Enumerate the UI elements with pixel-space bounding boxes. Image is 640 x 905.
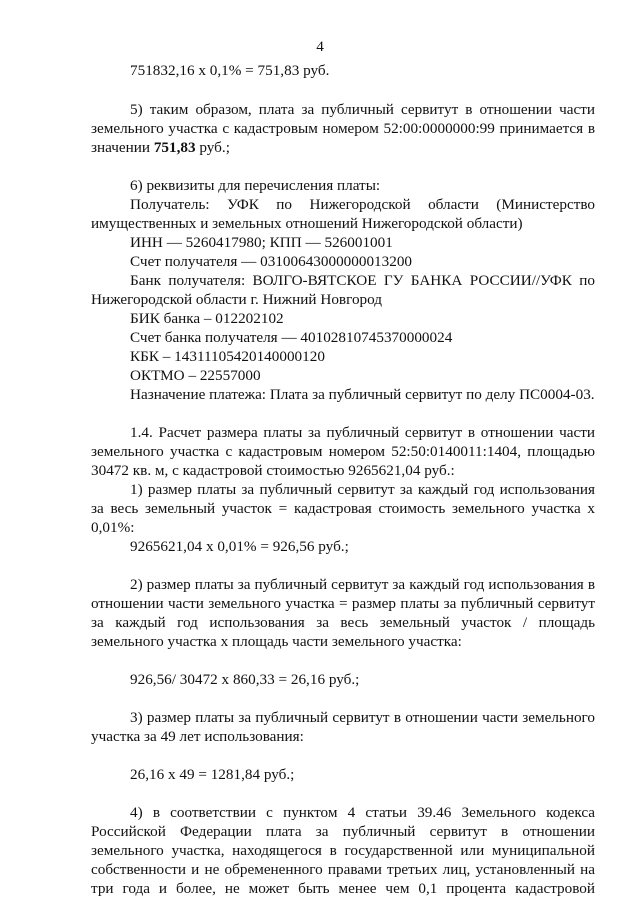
text-line: Получатель: УФК по Нижегородской области (Министерство [130,196,595,213]
text-line: за весь земельный участок = кадастровая стоимость земельного участка х [91,500,595,517]
text-line: 30472 кв. м, с кадастровой стоимостью 9265621,04 руб.: [91,462,455,479]
text-line: Назначение платежа: Плата за публичный сервитут по делу ПС0004-03. [130,386,595,403]
page-number: 4 [316,38,324,55]
text-line: земельного участка с кадастровым номером 52:50:0140011:1404, площадью [91,443,595,460]
text-line: 5) таким образом, плата за публичный сервитут в отношении части [130,101,595,118]
text-line: ОКТМО – 22557000 [130,367,261,384]
text-line: Счет получателя — 03100643000000013200 [130,253,413,270]
text-line: 9265621,04 х 0,01% = 926,56 руб.; [130,538,349,555]
text-line: 1) размер платы за публичный сервитут за каждый год использования [130,481,595,498]
text-line [91,138,595,157]
text-line: 0,01%: [91,519,135,536]
text-line: БИК банка – 012202102 [130,310,284,327]
text-line: Счет банка получателя — 40102810745370000024 [130,329,453,346]
text-line: КБК – 14311105420140000120 [130,348,325,365]
text-line: имущественных и земельных отношений Нижегородской области) [91,215,523,232]
text-line: собственности и не обремененного правами третьих лиц, установленный на [91,861,595,878]
text-line: 3) размер платы за публичный сервитут в отношении части земельного [130,709,595,726]
text-line: 751832,16 х 0,1% = 751,83 руб. [130,62,330,79]
text-line: земельного участка х площадь части земельного участка: [91,633,462,650]
text-line: ИНН — 5260417980; КПП — 526001001 [130,234,393,251]
text-line: Нижегородской области г. Нижний Новгород [91,291,383,308]
text-line: 26,16 х 49 = 1281,84 руб.; [130,766,295,783]
text-line: Банк получателя: ВОЛГО-ВЯТСКОЕ ГУ БАНКА РОССИИ//УФК по [130,272,595,289]
text-line: земельного участка с кадастровым номером 52:00:0000000:99 принимается в [91,120,595,137]
text-line: 2) размер платы за публичный сервитут за каждый год использования в [130,576,595,593]
text-line: Российской Федерации плата за публичный сервитут в отношении [91,823,595,840]
text-line: 926,56/ 30472 х 860,33 = 26,16 руб.; [130,671,360,688]
text-line: за каждый год использования за весь земельный участок / площадь [91,614,595,631]
text-line: 1.4. Расчет размера платы за публичный сервитут в отношении части [130,424,595,441]
bold-amount: 751,83 [153,139,196,156]
text-line: отношении части земельного участка = размер платы за публичный сервитут [91,595,595,612]
text-fragment: значении [91,139,151,156]
text-line: участка за 49 лет использования: [91,728,304,745]
text-line: земельного участка, находящегося в государственной или муниципальной [91,842,595,859]
text-line: три года и более, не может быть менее чем 0,1 процента кадастровой [91,880,595,897]
text-line: 4) в соответствии с пунктом 4 статьи 39.46 Земельного кодекса [130,804,595,821]
text-line: 6) реквизиты для перечисления платы: [130,177,381,194]
text-fragment: руб.; [199,139,230,156]
